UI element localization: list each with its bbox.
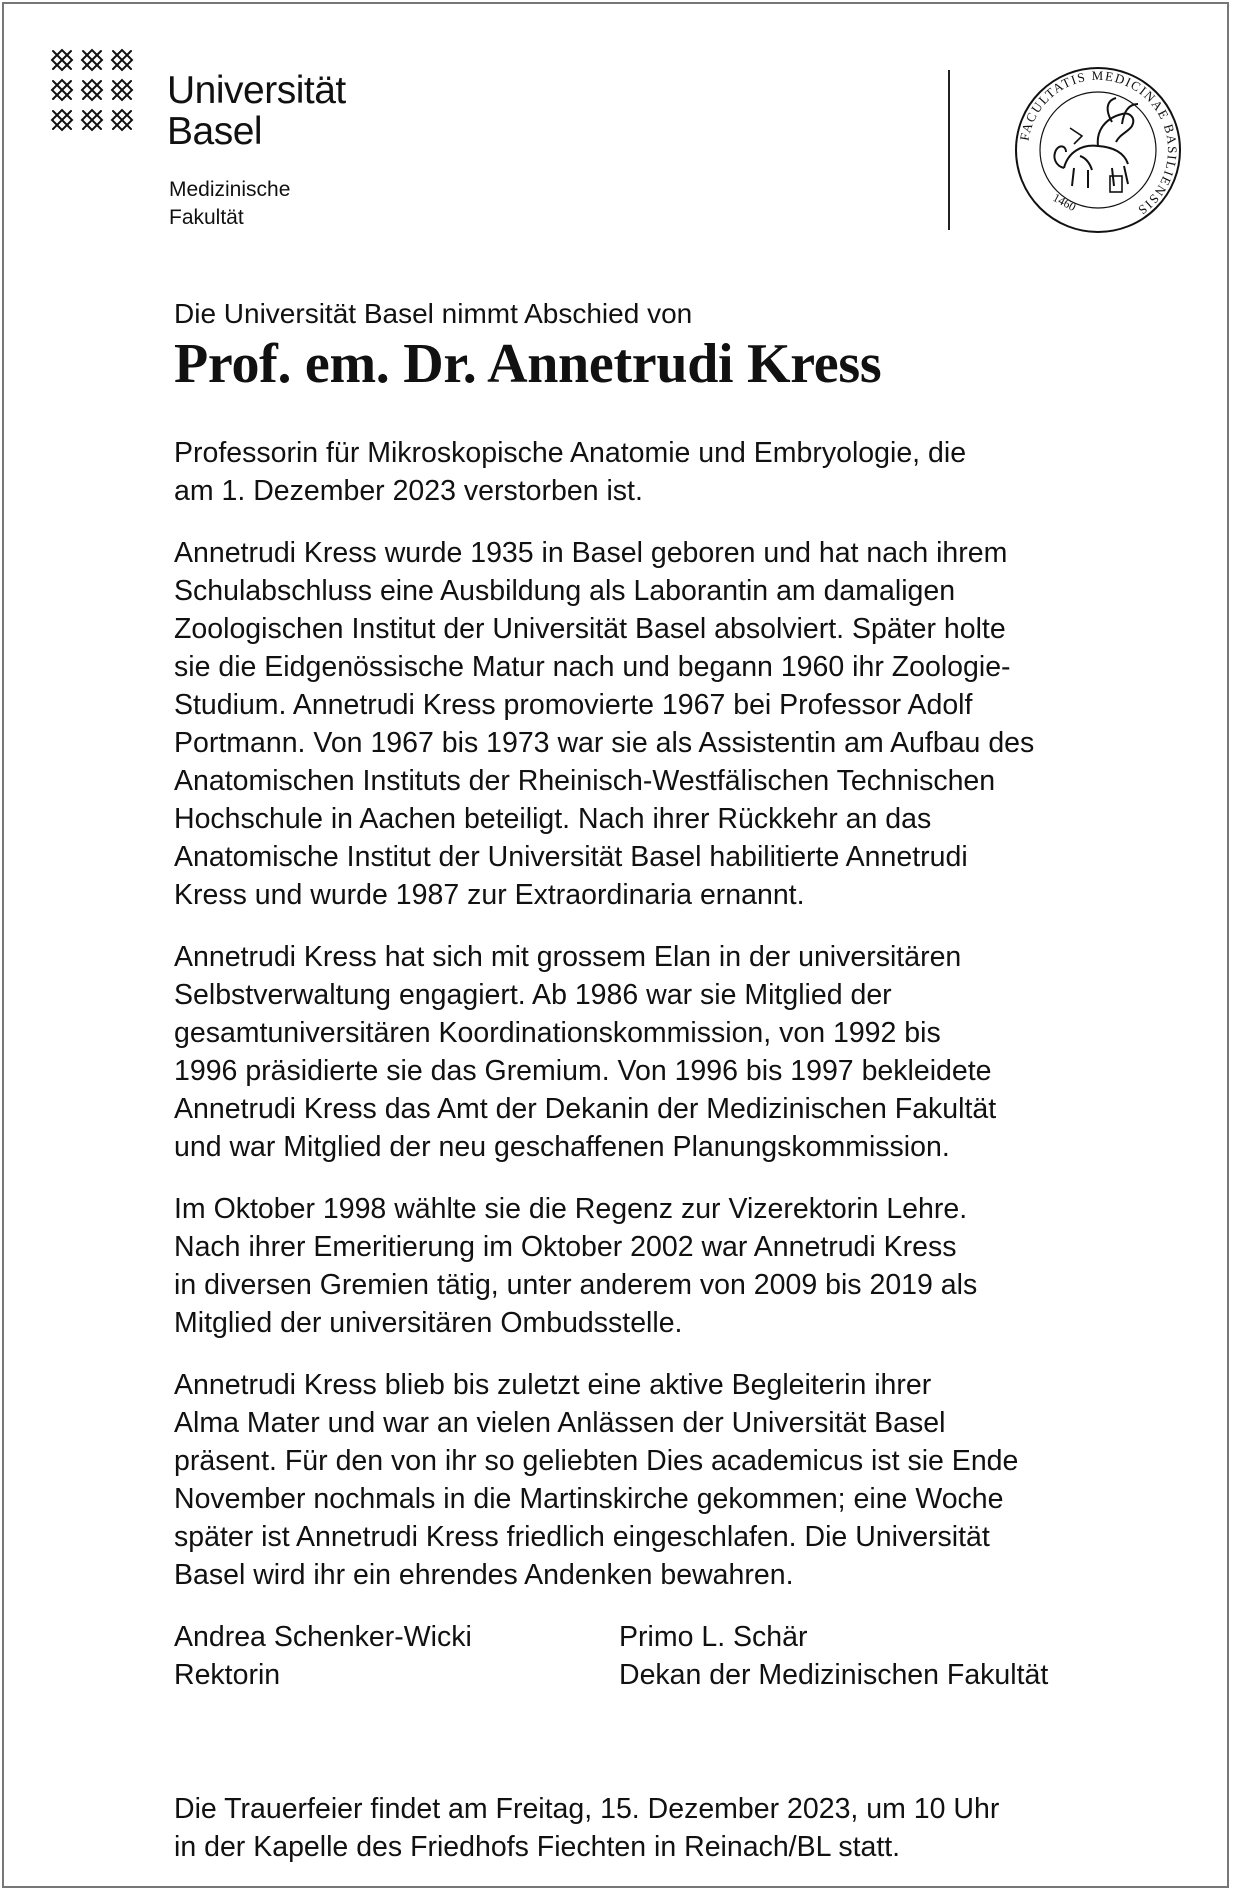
paragraph-line: Selbstverwaltung engagiert. Ab 1986 war sie Mitglied der xyxy=(174,979,892,1011)
signatures xyxy=(174,1618,1194,1694)
university-name-line1: Universität xyxy=(167,69,346,112)
faculty-name xyxy=(169,176,290,232)
paragraph-line: Anatomische Institut der Universität Basel habilitierte Annetrudi xyxy=(174,841,968,873)
paragraph-line: gesamtuniversitären Koordinationskommission, von 1992 bis xyxy=(174,1017,941,1049)
paragraph-1 xyxy=(174,434,1194,510)
paragraph-line: Mitglied der universitären Ombudsstelle. xyxy=(174,1307,683,1339)
paragraph-line: Annetrudi Kress blieb bis zuletzt eine aktive Begleiterin ihrer xyxy=(174,1369,932,1401)
paragraph-line: November nochmals in die Martinskirche gekommen; eine Woche xyxy=(174,1483,1004,1515)
paragraph-line: sie die Eidgenössische Matur nach und begann 1960 ihr Zoologie- xyxy=(174,651,1011,683)
paragraph-line: Professorin für Mikroskopische Anatomie und Embryologie, die xyxy=(174,437,967,469)
obituary-notice xyxy=(2,2,1229,1888)
header-divider xyxy=(948,70,950,230)
paragraph-line: Anatomischen Instituts der Rheinisch-Westfälischen Technischen xyxy=(174,765,996,797)
paragraph-2 xyxy=(174,534,1194,914)
university-basel-logo-icon xyxy=(48,46,136,134)
paragraph-line: Studium. Annetrudi Kress promovierte 1967 bei Professor Adolf xyxy=(174,689,973,721)
paragraph-line: Portmann. Von 1967 bis 1973 war sie als Assistentin am Aufbau des xyxy=(174,727,1035,759)
paragraph-line: Annetrudi Kress wurde 1935 in Basel geboren und hat nach ihrem xyxy=(174,537,1008,569)
paragraph-5 xyxy=(174,1366,1194,1594)
deceased-name: Prof. em. Dr. Annetrudi Kress xyxy=(174,333,882,395)
paragraph-line: Im Oktober 1998 wählte sie die Regenz zur Vizerektorin Lehre. xyxy=(174,1193,968,1225)
paragraph-4 xyxy=(174,1190,1194,1342)
funeral-line: Die Trauerfeier findet am Freitag, 15. Dezember 2023, um 10 Uhr xyxy=(174,1793,1000,1825)
paragraph-line: später ist Annetrudi Kress friedlich eingeschlafen. Die Universität xyxy=(174,1521,990,1553)
signature-title: Dekan der Medizinischen Fakultät xyxy=(619,1659,1049,1691)
signature-name: Primo L. Schär xyxy=(619,1621,808,1653)
faculty-name-line1: Medizinische xyxy=(169,178,291,201)
signature-rector xyxy=(174,1618,619,1694)
paragraph-line: Alma Mater und war an vielen Anlässen der Universität Basel xyxy=(174,1407,946,1439)
paragraph-line: Basel wird ihr ein ehrendes Andenken bewahren. xyxy=(174,1559,794,1591)
paragraph-line: Kress und wurde 1987 zur Extraordinaria ernannt. xyxy=(174,879,805,911)
signature-title: Rektorin xyxy=(174,1659,281,1691)
seal-griffin-icon xyxy=(1012,64,1184,236)
paragraph-line: in diversen Gremien tätig, unter anderem von 2009 bis 2019 als xyxy=(174,1269,978,1301)
paragraph-line: und war Mitglied der neu geschaffenen Planungskommission. xyxy=(174,1131,950,1163)
paragraph-line: Nach ihrer Emeritierung im Oktober 2002 war Annetrudi Kress xyxy=(174,1231,957,1263)
paragraph-line: Annetrudi Kress hat sich mit grossem Elan in der universitären xyxy=(174,941,962,973)
paragraph-line: Hochschule in Aachen beteiligt. Nach ihrer Rückkehr an das xyxy=(174,803,932,835)
university-name xyxy=(167,70,346,152)
notice-body xyxy=(174,296,1194,1694)
paragraph-line: am 1. Dezember 2023 verstorben ist. xyxy=(174,475,643,507)
paragraph-line: 1996 präsidierte sie das Gremium. Von 1996 bis 1997 bekleidete xyxy=(174,1055,992,1087)
paragraph-line: Annetrudi Kress das Amt der Dekanin der Medizinischen Fakultät xyxy=(174,1093,997,1125)
paragraph-line: Schulabschluss eine Ausbildung als Laborantin am damaligen xyxy=(174,575,956,607)
university-name-line2: Basel xyxy=(167,110,263,153)
paragraph-line: präsent. Für den von ihr so geliebten Dies academicus ist sie Ende xyxy=(174,1445,1019,1477)
signature-name: Andrea Schenker-Wicki xyxy=(174,1621,472,1653)
funeral-info xyxy=(174,1790,999,1866)
seal-ring-text: FACULTATIS MEDICINAE BASILIENSIS xyxy=(1016,67,1181,219)
paragraph-3 xyxy=(174,938,1194,1166)
seal-year: 1460 xyxy=(1050,190,1079,214)
faculty-name-line2: Fakultät xyxy=(169,206,244,229)
paragraph-line: Zoologischen Institut der Universität Basel absolviert. Später holte xyxy=(174,613,1006,645)
intro-line: Die Universität Basel nimmt Abschied von xyxy=(174,298,693,329)
signature-dean xyxy=(619,1618,1048,1694)
funeral-line: in der Kapelle des Friedhofs Fiechten in Reinach/BL statt. xyxy=(174,1831,901,1863)
